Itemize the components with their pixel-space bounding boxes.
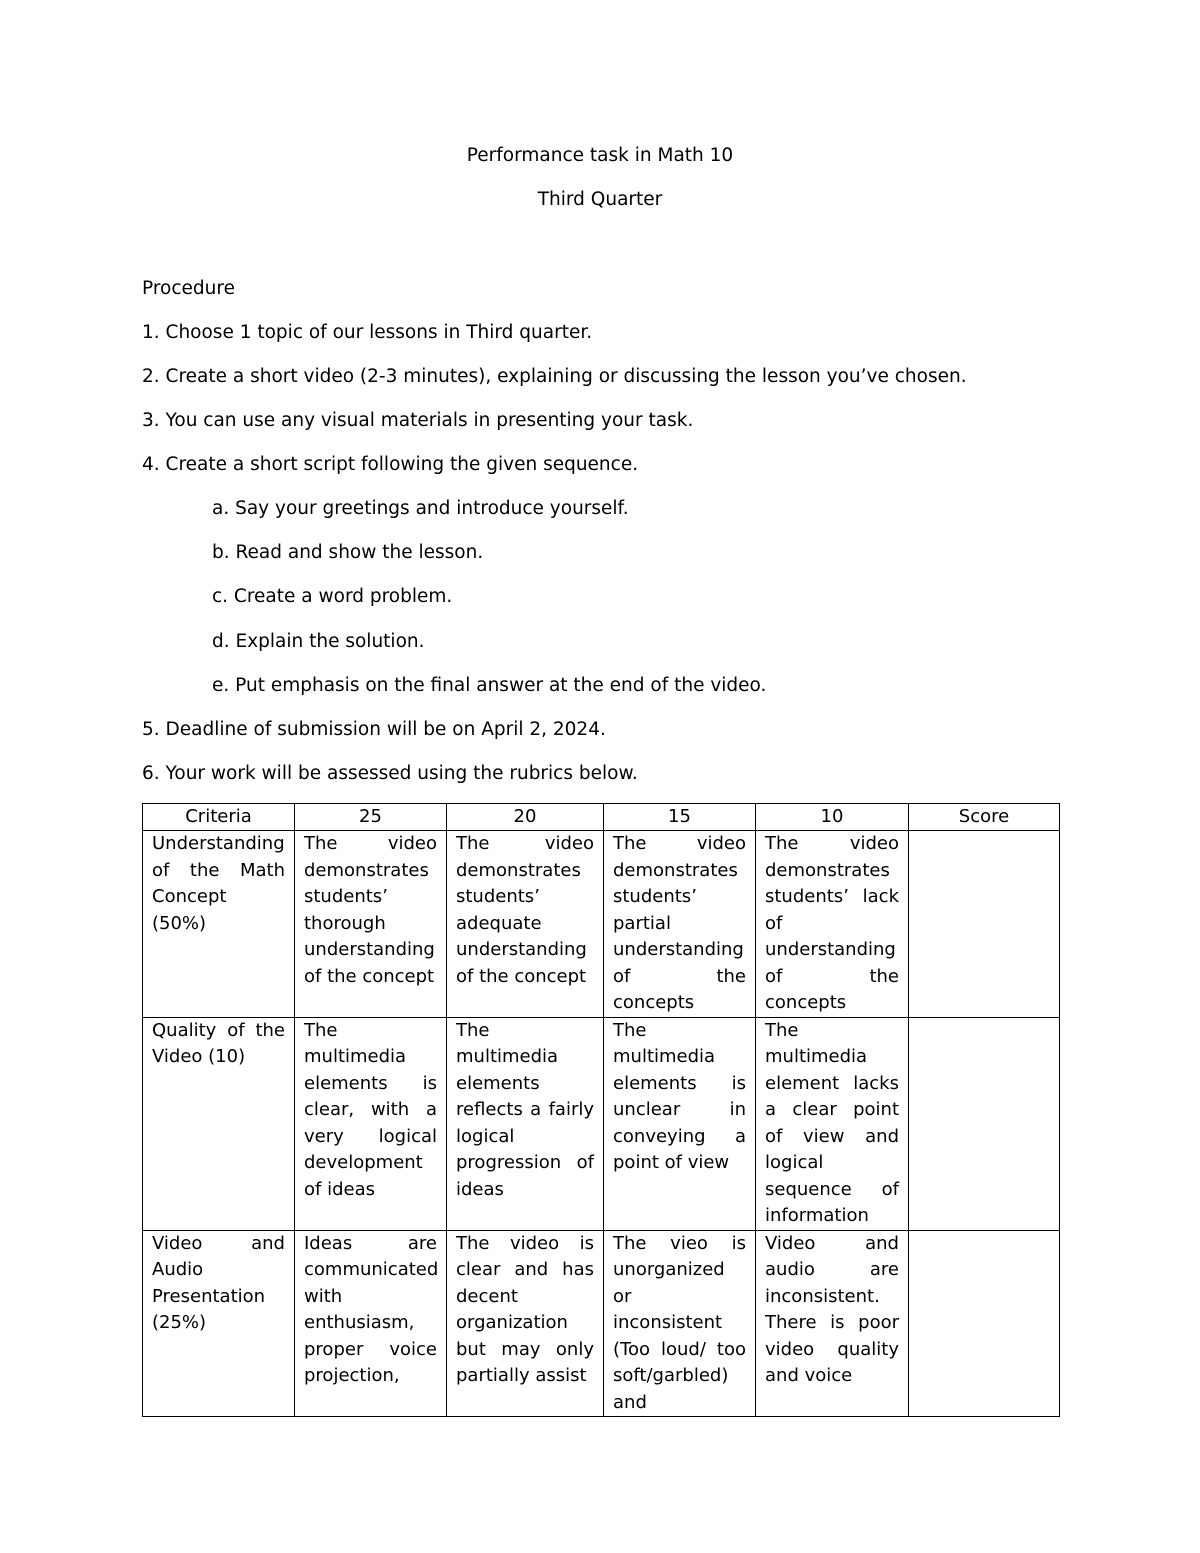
level-20-cell: The multimedia elements reflects a fairly logical progression of ideas	[447, 1017, 604, 1230]
criteria-cell: Understanding of the Math Concept (50%)	[143, 831, 295, 1018]
header-10: 10	[756, 804, 909, 831]
substep-item: e. Put emphasis on the final answer at the end of the video.	[212, 675, 767, 696]
table-row	[143, 1230, 1060, 1417]
step-item: 6. Your work will be assessed using the rubrics below.	[142, 763, 638, 784]
level-25-cell: Ideas are communicated with enthusiasm, proper voice projection,	[295, 1230, 447, 1417]
level-20-cell: The video is clear and has decent organization but may only partially assist	[447, 1230, 604, 1417]
score-cell	[909, 1230, 1060, 1417]
score-cell	[909, 831, 1060, 1018]
level-15-cell: The video demonstrates students’ partial understanding of the concepts	[604, 831, 756, 1018]
procedure-heading: Procedure	[142, 278, 235, 299]
step-item: 3. You can use any visual materials in presenting your task.	[142, 410, 694, 431]
header-20: 20	[447, 804, 604, 831]
rubric-header-row	[143, 804, 1060, 831]
document-subtitle: Third Quarter	[537, 189, 663, 210]
substep-item: b. Read and show the lesson.	[212, 542, 484, 563]
header-15: 15	[604, 804, 756, 831]
level-20-cell: The video demonstrates students’ adequate understanding of the concept	[447, 831, 604, 1018]
table-row	[143, 1017, 1060, 1230]
level-10-cell: Video and audio are inconsistent. There is poor video quality and voice	[756, 1230, 909, 1417]
rubric-table	[142, 803, 1060, 1417]
table-row	[143, 831, 1060, 1018]
level-10-cell: The video demonstrates students’ lack of understanding of the concepts	[756, 831, 909, 1018]
header-score: Score	[909, 804, 1060, 831]
step-item: 4. Create a short script following the given sequence.	[142, 454, 639, 475]
level-25-cell: The video demonstrates students’ thorough understanding of the concept	[295, 831, 447, 1018]
step-item: 5. Deadline of submission will be on April 2, 2024.	[142, 719, 606, 740]
substep-item: c. Create a word problem.	[212, 586, 453, 607]
document-title: Performance task in Math 10	[466, 145, 734, 166]
step-item: 1. Choose 1 topic of our lessons in Third quarter.	[142, 322, 593, 343]
criteria-cell: Quality of the Video (10)	[143, 1017, 295, 1230]
header-25: 25	[295, 804, 447, 831]
level-15-cell: The multimedia elements is unclear in conveying a point of view	[604, 1017, 756, 1230]
criteria-cell: Video and Audio Presentation (25%)	[143, 1230, 295, 1417]
level-25-cell: The multimedia elements is clear, with a very logical development of ideas	[295, 1017, 447, 1230]
level-15-cell: The vieo is unorganized or inconsistent (Too loud/ too soft/garbled) and	[604, 1230, 756, 1417]
substep-item: d. Explain the solution.	[212, 631, 425, 652]
step-item: 2. Create a short video (2-3 minutes), explaining or discussing the lesson you’ve chosen.	[142, 366, 967, 387]
header-criteria: Criteria	[143, 804, 295, 831]
level-10-cell: The multimedia element lacks a clear point of view and logical sequence of information	[756, 1017, 909, 1230]
score-cell	[909, 1017, 1060, 1230]
substep-item: a. Say your greetings and introduce yourself.	[212, 498, 629, 519]
